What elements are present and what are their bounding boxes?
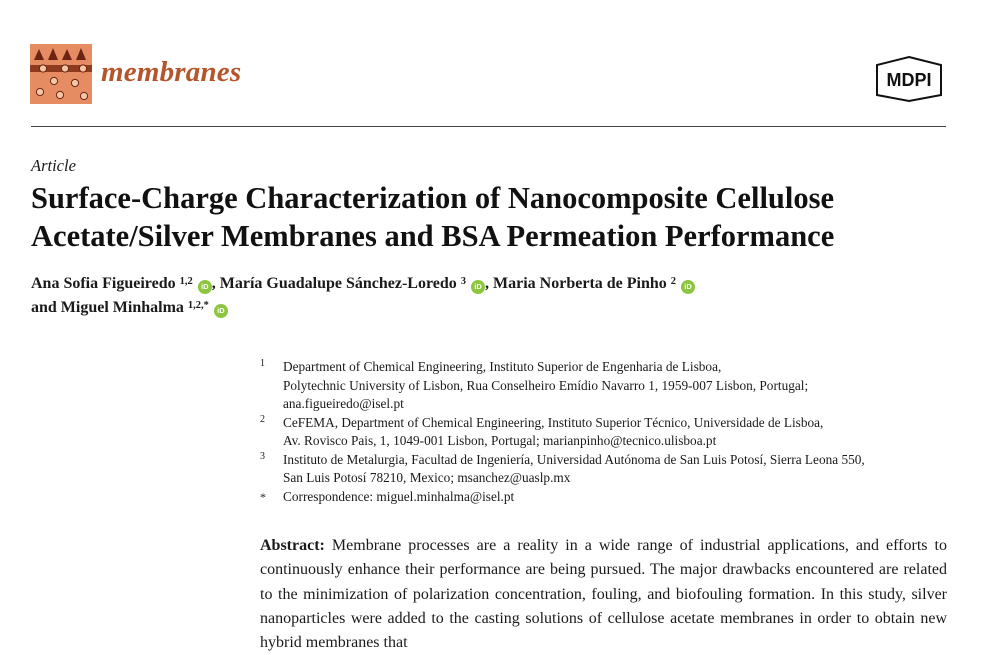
affiliation-number: 1 [260, 358, 265, 369]
header-divider [31, 126, 946, 127]
affiliation-number: 3 [260, 450, 265, 462]
author-affil-sup: 3 [460, 276, 467, 287]
author-name[interactable]: Maria Norberta de Pinho [493, 275, 667, 292]
orcid-icon[interactable]: iD [198, 280, 212, 294]
mdpi-logo-icon [871, 55, 947, 103]
abstract-label: Abstract: [260, 537, 325, 554]
correspondence-line[interactable]: Correspondence: miguel.minhalma@isel.pt [283, 488, 515, 504]
mdpi-logo-text: MDPI [886, 70, 932, 90]
affiliation-item [260, 414, 960, 451]
affiliation-number: 2 [260, 413, 265, 425]
affiliation-item [260, 451, 960, 488]
orcid-icon[interactable]: iD [471, 280, 485, 294]
title-line-2: Acetate/Silver Membranes and BSA Permeation Performance [31, 219, 835, 253]
article-type: Article [31, 156, 76, 175]
author-prefix: and [31, 299, 61, 316]
abstract [260, 534, 947, 655]
author-affil-sup: 2 [670, 276, 677, 287]
abstract-text: Membrane processes are a reality in a wide range of industrial applications, and efforts to continuously enhance their performance are being pursued. The major drawbacks encountered are related to the minimization of polarization concentration, fouling, and biofouling formation. In this study, silver nanoparticles were added to the casting solutions of cellulose acetate membranes in order to obtain new hybrid membranes that [260, 537, 947, 652]
affiliation-line: Department of Chemical Engineering, Instituto Superior de Engenharia de Lisboa, [283, 359, 722, 374]
correspondence-item [260, 488, 960, 507]
affiliation-email[interactable]: ana.figueiredo@isel.pt [283, 396, 404, 411]
author-name[interactable]: Miguel Minhalma [60, 299, 184, 316]
affiliation-item [260, 358, 960, 414]
correspondence-marker: * [260, 489, 266, 504]
author-list [31, 272, 931, 320]
affiliation-line: Instituto de Metalurgia, Facultad de Ingeniería, Universidad Autónoma de San Luis Potosí, Sierra Leona 550, [283, 451, 865, 467]
affiliation-line: CeFEMA, Department of Chemical Engineering, Instituto Superior Técnico, Universidade de Lisboa, [283, 414, 824, 430]
affiliation-line: Polytechnic University of Lisbon, Rua Conselheiro Emídio Navarro 1, 1959-007 Lisbon, Portugal; [283, 377, 809, 393]
orcid-icon[interactable]: iD [214, 304, 228, 318]
journal-name: membranes [101, 56, 242, 88]
affiliation-line: San Luis Potosí 78210, Mexico; msanchez@uaslp.mx [283, 470, 571, 485]
author-separator: , [485, 275, 490, 292]
author-name[interactable]: María Guadalupe Sánchez-Loredo [219, 275, 457, 292]
author-affil-sup: 1,2 [179, 276, 193, 287]
affiliations [260, 358, 960, 506]
affiliation-line: Av. Rovisco Pais, 1, 1049-001 Lisbon, Portugal; marianpinho@tecnico.ulisboa.pt [283, 433, 717, 448]
author-affil-sup: 1,2,* [187, 300, 209, 311]
orcid-icon[interactable]: iD [681, 280, 695, 294]
author-separator: , [211, 275, 216, 292]
author-name[interactable]: Ana Sofia Figueiredo [31, 275, 176, 292]
article-title [31, 179, 961, 255]
title-line-1: Surface-Charge Characterization of Nanocomposite Cellulose [31, 181, 835, 215]
journal-logo-icon [30, 44, 92, 104]
